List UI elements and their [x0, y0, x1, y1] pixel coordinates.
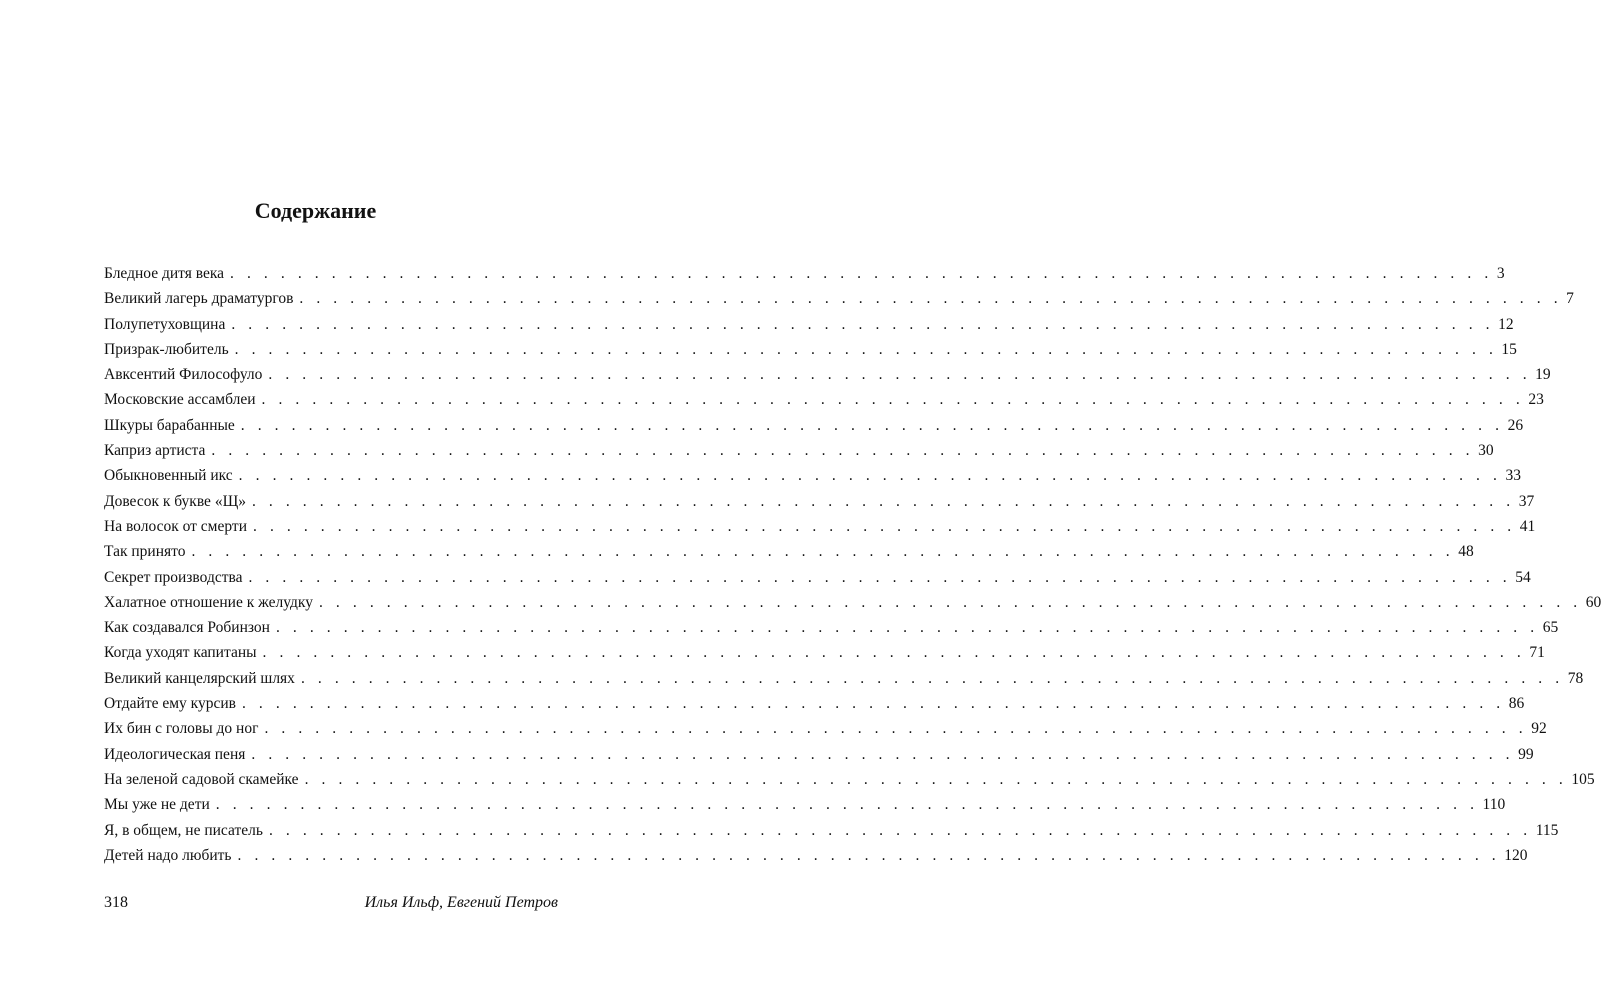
toc-entry[interactable]	[104, 387, 1544, 412]
toc-entry-page: 41	[1519, 517, 1536, 535]
toc-entry[interactable]	[104, 438, 1494, 463]
toc-entry-title: Я, в общем, не писатель	[104, 821, 263, 839]
toc-entry-title: Отдайте ему курсив	[104, 695, 236, 713]
dot-leader: . . . . . . . . . . . . . . . . . . . . . . . . . . . . . . . . . . . . . . . . . . . . . . . . . . . . . . . . . . . . . . . . . . . . . . . . . . .	[253, 517, 1516, 535]
dot-leader: . . . . . . . . . . . . . . . . . . . . . . . . . . . . . . . . . . . . . . . . . . . . . . . . . . . . . . . . . . . . . . . . . . . . . . . . . . .	[231, 315, 1495, 333]
toc-entry-page: 110	[1482, 796, 1506, 814]
toc-entry[interactable]	[104, 312, 1514, 337]
dot-leader: . . . . . . . . . . . . . . . . . . . . . . . . . . . . . . . . . . . . . . . . . . . . . . . . . . . . . . . . . . . . . . . . . . . . . . . . . . .	[234, 340, 1498, 358]
toc-entry-page: 78	[1567, 669, 1584, 687]
toc-entry[interactable]	[104, 489, 1535, 514]
toc-entry[interactable]	[104, 337, 1517, 362]
toc-entry-page: 30	[1478, 442, 1494, 460]
toc-entry-page: 60	[1585, 593, 1601, 611]
toc-entry-title: Московские ассамблеи	[104, 391, 256, 409]
toc-entry-title: Обыкновенный икс	[104, 467, 233, 485]
toc-entry[interactable]	[104, 716, 1547, 741]
toc-entry-title: Великий канцелярский шлях	[104, 669, 295, 687]
toc-entry-title: На волосок от смерти	[104, 517, 247, 535]
toc-entry-page: 33	[1505, 467, 1521, 485]
dot-leader: . . . . . . . . . . . . . . . . . . . . . . . . . . . . . . . . . . . . . . . . . . . . . . . . . . . . . . . . . . . . . . . . . . . . . . . . . . .	[237, 846, 1501, 864]
dot-leader: . . . . . . . . . . . . . . . . . . . . . . . . . . . . . . . . . . . . . . . . . . . . . . . . . . . . . . . . . . . . . . . . . . . . . . . . . . .	[251, 745, 1515, 763]
toc-entry-title: Авксентий Философуло	[104, 366, 263, 384]
toc-entry-title: Бледное дитя века	[104, 265, 225, 282]
dot-leader: . . . . . . . . . . . . . . . . . . . . . . . . . . . . . . . . . . . . . . . . . . . . . . . . . . . . . . . . . . . . . . . . . . . . . . . . . . .	[240, 416, 1504, 434]
toc-entry-page: 23	[1528, 391, 1544, 409]
toc-entry[interactable]	[104, 362, 1551, 387]
dot-leader: . . . . . . . . . . . . . . . . . . . . . . . . . . . . . . . . . . . . . . . . . . . . . . . . . . . . . . . . . . . . . . . . . . . . . . . . . . .	[191, 543, 1455, 561]
dot-leader: . . . . . . . . . . . . . . . . . . . . . . . . . . . . . . . . . . . . . . . . . . . . . . . . . . . . . . . . . . . . . . . . . . . . . . . . . . .	[268, 821, 1532, 839]
toc-entry[interactable]	[104, 640, 1545, 665]
toc-entry-page: 115	[1535, 821, 1559, 839]
toc-entry[interactable]	[104, 565, 1531, 590]
page-footer	[104, 894, 558, 912]
toc-entry-title: Довесок к букве «Щ»	[104, 492, 246, 510]
dot-leader: . . . . . . . . . . . . . . . . . . . . . . . . . . . . . . . . . . . . . . . . . . . . . . . . . . . . . . . . . . . . . . . . . . . . . . . . . . .	[304, 770, 1568, 788]
toc-entry[interactable]	[104, 742, 1534, 767]
toc-entry[interactable]	[104, 413, 1524, 438]
toc-entry-page: 26	[1507, 416, 1524, 434]
dot-leader: . . . . . . . . . . . . . . . . . . . . . . . . . . . . . . . . . . . . . . . . . . . . . . . . . . . . . . . . . . . . . . . . . . . . . . . . . . .	[230, 265, 1493, 282]
toc-entry[interactable]	[104, 767, 1595, 792]
toc-entry-page: 99	[1518, 745, 1534, 763]
toc-entry-title: Как создавался Робинзон	[104, 619, 270, 637]
toc-entry[interactable]	[104, 666, 1584, 691]
toc-entry-title: Так принято	[104, 543, 186, 561]
toc-entry-page: 86	[1508, 695, 1525, 713]
toc-entry-title: Когда уходят капитаны	[104, 644, 257, 662]
toc-entry-page: 105	[1571, 770, 1595, 788]
dot-leader: . . . . . . . . . . . . . . . . . . . . . . . . . . . . . . . . . . . . . . . . . . . . . . . . . . . . . . . . . . . . . . . . . . . . . . . . . . .	[275, 619, 1539, 637]
toc-entry-title: Призрак-любитель	[104, 340, 229, 358]
dot-leader: . . . . . . . . . . . . . . . . . . . . . . . . . . . . . . . . . . . . . . . . . . . . . . . . . . . . . . . . . . . . . . . . . . . . . . . . . . .	[261, 391, 1525, 409]
toc-entry-page: 65	[1542, 619, 1559, 637]
toc-entry-page: 19	[1535, 366, 1551, 384]
dot-leader: . . . . . . . . . . . . . . . . . . . . . . . . . . . . . . . . . . . . . . . . . . . . . . . . . . . . . . . . . . . . . . . . . . . . . . . . . . .	[238, 467, 1502, 485]
toc-entry[interactable]	[104, 792, 1506, 817]
toc-entry-page: 37	[1518, 492, 1535, 510]
page-title: Содержание	[254, 198, 377, 223]
toc-entry-title: Каприз артиста	[104, 442, 206, 460]
dot-leader: . . . . . . . . . . . . . . . . . . . . . . . . . . . . . . . . . . . . . . . . . . . . . . . . . . . . . . . . . . . . . . . . . . . . . . . . . . .	[248, 568, 1512, 586]
toc-entry[interactable]	[104, 539, 1474, 564]
page-number: 318	[104, 894, 128, 911]
dot-leader: . . . . . . . . . . . . . . . . . . . . . . . . . . . . . . . . . . . . . . . . . . . . . . . . . . . . . . . . . . . . . . . . . . . . . . . . . . .	[268, 366, 1532, 384]
toc-entry-page: 7	[1566, 290, 1574, 308]
toc-entry-title: Шкуры барабанные	[104, 416, 235, 434]
toc-entry-page: 48	[1458, 543, 1474, 561]
dot-leader: . . . . . . . . . . . . . . . . . . . . . . . . . . . . . . . . . . . . . . . . . . . . . . . . . . . . . . . . . . . . . . . . . . . . . . . . . . .	[299, 290, 1563, 308]
toc-entry[interactable]	[104, 691, 1525, 716]
toc-entry-page: 15	[1501, 340, 1517, 358]
table-of-contents	[104, 261, 1601, 868]
dot-leader: . . . . . . . . . . . . . . . . . . . . . . . . . . . . . . . . . . . . . . . . . . . . . . . . . . . . . . . . . . . . . . . . . . . . . . . . . . .	[211, 442, 1475, 460]
toc-entry[interactable]	[104, 514, 1536, 539]
dot-leader: . . . . . . . . . . . . . . . . . . . . . . . . . . . . . . . . . . . . . . . . . . . . . . . . . . . . . . . . . . . . . . . . . . . . . . . . . . .	[318, 593, 1582, 611]
dot-leader: . . . . . . . . . . . . . . . . . . . . . . . . . . . . . . . . . . . . . . . . . . . . . . . . . . . . . . . . . . . . . . . . . . . . . . . . . . .	[241, 695, 1505, 713]
toc-entry-page: 71	[1529, 644, 1545, 662]
toc-entry-title: Мы уже не дети	[104, 796, 210, 814]
toc-entry-title: Великий лагерь драматургов	[104, 290, 294, 308]
dot-leader: . . . . . . . . . . . . . . . . . . . . . . . . . . . . . . . . . . . . . . . . . . . . . . . . . . . . . . . . . . . . . . . . . . . . . . . . . . .	[262, 644, 1526, 662]
toc-entry[interactable]	[104, 590, 1601, 615]
dot-leader: . . . . . . . . . . . . . . . . . . . . . . . . . . . . . . . . . . . . . . . . . . . . . . . . . . . . . . . . . . . . . . . . . . . . . . . . . . .	[300, 669, 1564, 687]
toc-entry[interactable]	[104, 261, 1505, 286]
dot-leader: . . . . . . . . . . . . . . . . . . . . . . . . . . . . . . . . . . . . . . . . . . . . . . . . . . . . . . . . . . . . . . . . . . . . . . . . . . .	[251, 492, 1515, 510]
toc-entry-title: Детей надо любить	[104, 846, 232, 864]
toc-entry-page: 3	[1496, 265, 1505, 282]
toc-entry[interactable]	[104, 286, 1574, 311]
dot-leader: . . . . . . . . . . . . . . . . . . . . . . . . . . . . . . . . . . . . . . . . . . . . . . . . . . . . . . . . . . . . . . . . . . . . . . . . . . .	[264, 720, 1528, 738]
toc-entry-page: 54	[1515, 568, 1531, 586]
toc-entry[interactable]	[104, 843, 1528, 868]
toc-entry[interactable]	[104, 615, 1559, 640]
toc-entry-page: 12	[1498, 315, 1514, 333]
toc-entry[interactable]	[104, 463, 1521, 488]
toc-entry-title: Халатное отношение к желудку	[104, 593, 313, 611]
toc-entry-title: Секрет производства	[104, 568, 243, 586]
toc-entry-title: Их бин с головы до ног	[104, 720, 259, 738]
toc-entry-page: 92	[1531, 720, 1547, 738]
toc-entry-title: Идеологическая пеня	[104, 745, 246, 763]
toc-entry-title: На зеленой садовой скамейке	[104, 770, 299, 788]
running-footer-author: Илья Ильф, Евгений Петров	[364, 894, 558, 911]
dot-leader: . . . . . . . . . . . . . . . . . . . . . . . . . . . . . . . . . . . . . . . . . . . . . . . . . . . . . . . . . . . . . . . . . . . . . . . . . . .	[215, 796, 1479, 814]
toc-entry[interactable]	[104, 818, 1559, 843]
toc-entry-title: Полупетуховщина	[104, 315, 226, 333]
toc-entry-page: 120	[1504, 846, 1528, 864]
